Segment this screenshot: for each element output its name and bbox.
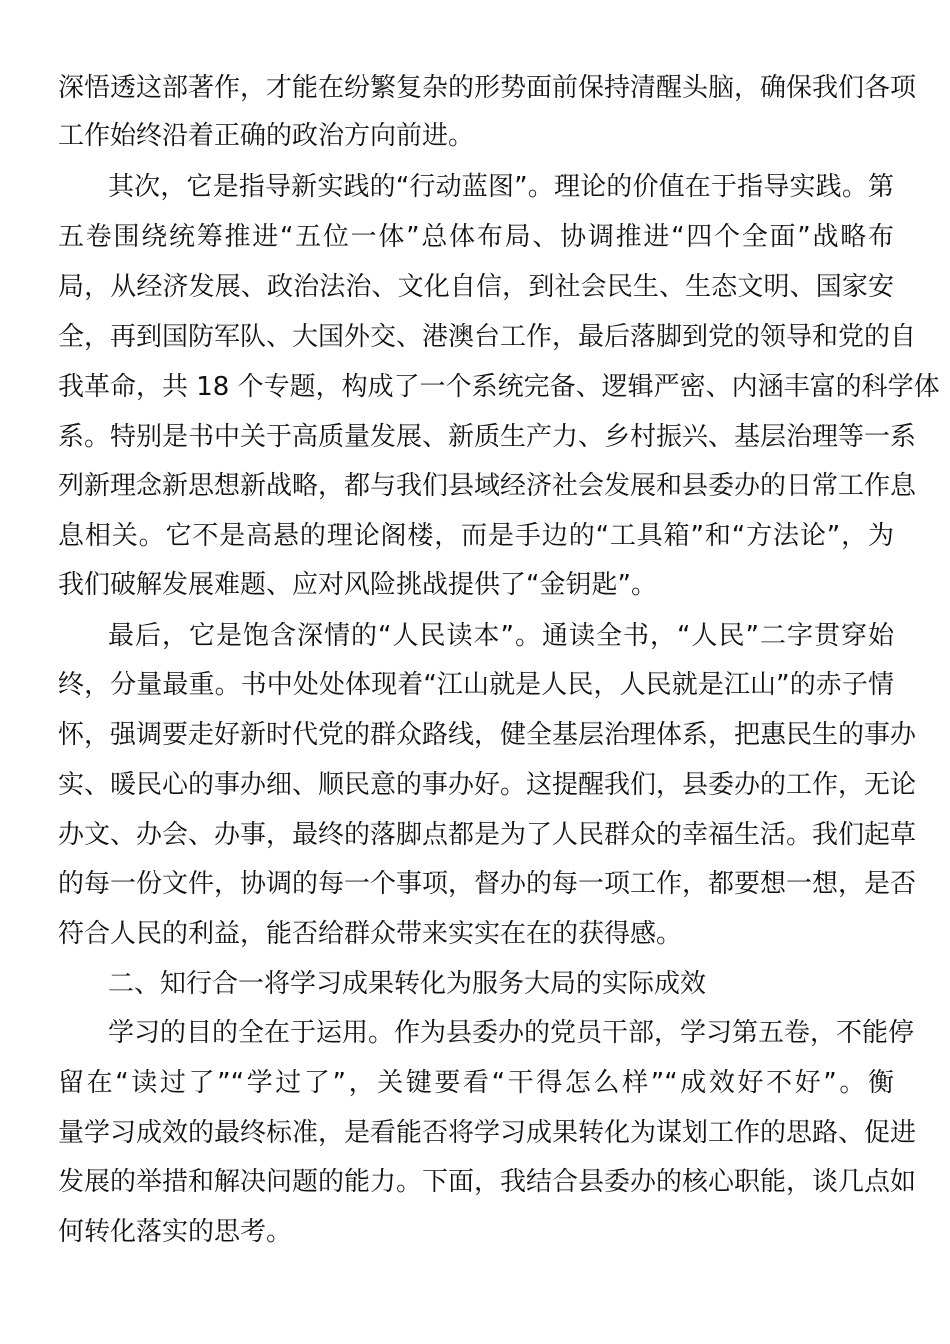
text-line: 全，再到国防军队、大国外交、港澳台工作，最后落脚到党的领导和党的自 xyxy=(58,322,917,352)
text-line: 符合人民的利益，能否给群众带来实实在在的获得感。 xyxy=(58,919,683,949)
text-line: 留在“读过了”“学过了”，关键要看“干得怎么样”“成效好不好”。衡 xyxy=(58,1068,894,1098)
text-line: 何转化落实的思考。 xyxy=(58,1217,293,1247)
text-line: 我们破解发展难题、应对风险挑战提供了“金钥匙”。 xyxy=(58,570,657,600)
text-line: 终，分量最重。书中处处体现着“江山就是人民，人民就是江山”的赤子情 xyxy=(58,670,894,700)
paragraph-start-line: 学习的目的全在于运用。作为县委办的党员干部，学习第五卷，不能停 xyxy=(108,1018,915,1048)
text-line: 系。特别是书中关于高质量发展、新质生产力、乡村振兴、基层治理等一系 xyxy=(58,422,917,452)
text-line: 工作始终沿着正确的政治方向前进。 xyxy=(58,121,475,151)
text-line: 我革命，共 18 个专题，构成了一个系统完备、逻辑严密、内涵丰富的科学体 xyxy=(58,372,940,402)
text-line: 五卷围绕统筹推进“五位一体”总体布局、协调推进“四个全面”战略布 xyxy=(58,222,894,252)
text-line: 办文、办会、办事，最终的落脚点都是为了人民群众的幸福生活。我们起草 xyxy=(58,820,917,850)
section-heading: 二、知行合一将学习成果转化为服务大局的实际成效 xyxy=(108,969,707,999)
text-line: 量学习成效的最终标准，是看能否将学习成果转化为谋划工作的思路、促进 xyxy=(58,1118,917,1148)
text-line: 列新理念新思想新战略，都与我们县域经济社会发展和县委办的日常工作息 xyxy=(58,471,917,501)
text-line: 实、暖民心的事办细、顺民意的事办好。这提醒我们，县委办的工作，无论 xyxy=(58,770,917,800)
text-line: 的每一份文件，协调的每一个事项，督办的每一项工作，都要想一想，是否 xyxy=(58,869,917,899)
text-line: 局，从经济发展、政治法治、文化自信，到社会民生、生态文明、国家安 xyxy=(58,272,894,302)
text-line: 发展的举措和解决问题的能力。下面，我结合县委办的核心职能，谈几点如 xyxy=(58,1167,917,1197)
paragraph-start-line: 最后，它是饱含深情的“人民读本”。通读全书，“人民”二字贯穿始 xyxy=(108,621,894,651)
text-line: 息相关。它不是高悬的理论阁楼，而是手边的“工具箱”和“方法论”，为 xyxy=(58,521,894,551)
text-line: 深悟透这部著作，才能在纷繁复杂的形势面前保持清醒头脑，确保我们各项 xyxy=(58,73,917,103)
text-line: 怀，强调要走好新时代党的群众路线，健全基层治理体系，把惠民生的事办 xyxy=(58,720,917,750)
paragraph-start-line: 其次，它是指导新实践的“行动蓝图”。理论的价值在于指导实践。第 xyxy=(108,172,894,202)
